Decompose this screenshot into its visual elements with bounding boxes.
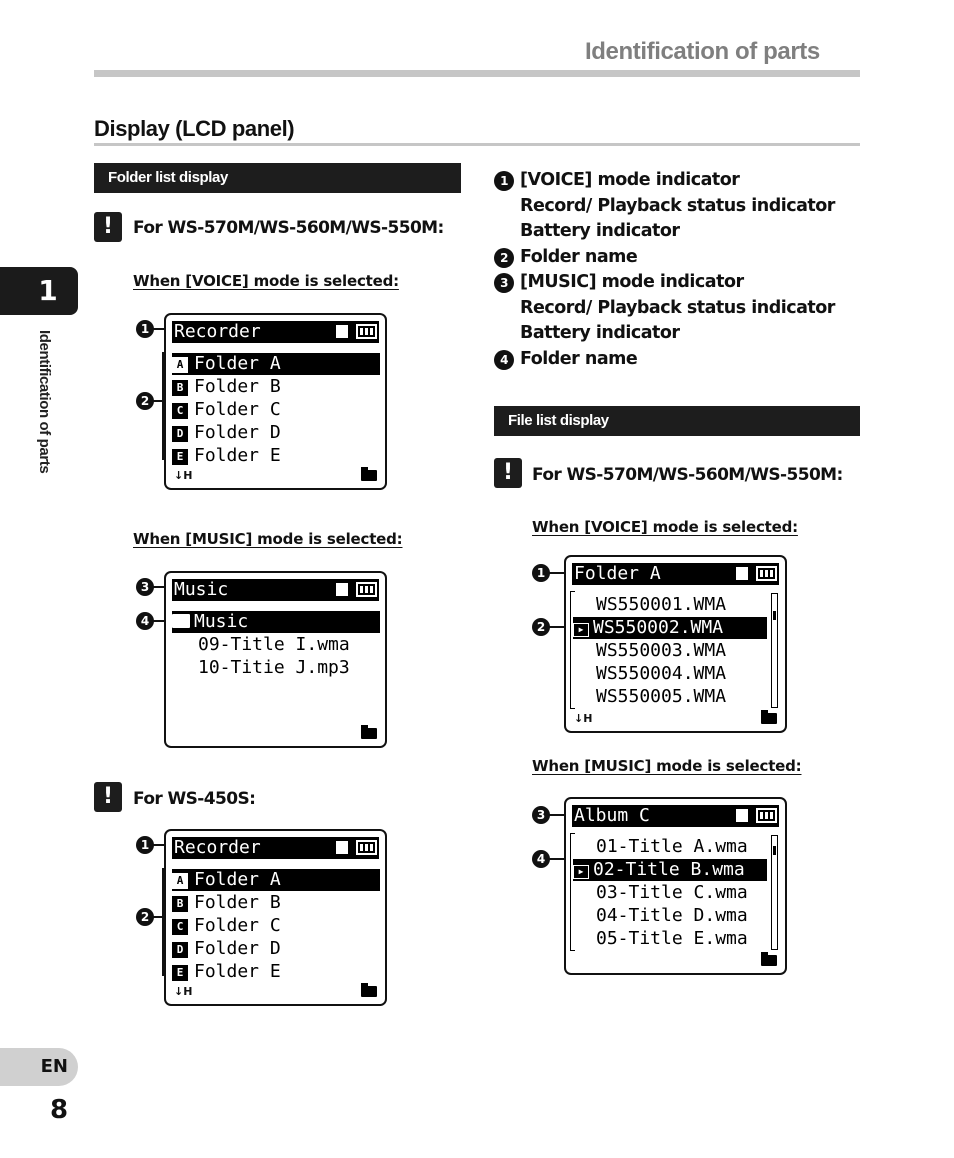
lcd-row: WS550005.WMA bbox=[596, 686, 727, 707]
lcd-row: ▶ WS550002.WMA bbox=[573, 617, 767, 639]
lcd-row: WS550001.WMA bbox=[596, 594, 727, 615]
lcd-title-bar bbox=[172, 321, 379, 343]
lcd-row: B Folder B bbox=[172, 376, 281, 398]
lcd-title-bar bbox=[572, 563, 779, 585]
battery-icon bbox=[756, 808, 777, 823]
header-rule bbox=[94, 70, 860, 77]
folder-list-models-note: For WS-570M/WS-560M/WS-550M: bbox=[133, 218, 444, 238]
lcd-row: 09-Title I.wma bbox=[198, 634, 350, 655]
language-label: EN bbox=[40, 1056, 68, 1077]
lcd-title-bar bbox=[572, 805, 779, 827]
chapter-tab bbox=[0, 267, 78, 315]
scrollbar bbox=[771, 835, 778, 950]
lcd-row: 05-Title E.wma bbox=[596, 928, 748, 949]
callout-3: 3 bbox=[136, 578, 154, 596]
exclamation-icon: ! bbox=[94, 782, 122, 812]
folder-icon bbox=[761, 955, 777, 966]
exclamation-icon: ! bbox=[94, 212, 122, 242]
lcd-row: A Folder A bbox=[172, 869, 380, 891]
stop-icon bbox=[336, 325, 348, 338]
list-bracket bbox=[570, 833, 575, 951]
battery-icon bbox=[356, 840, 377, 855]
folder-icon bbox=[361, 728, 377, 739]
mic-icon: ↓H bbox=[174, 985, 193, 998]
callout-1: 1 bbox=[136, 836, 154, 854]
lcd-row: ▶ 02-Title B.wma bbox=[573, 859, 767, 881]
battery-icon bbox=[356, 582, 377, 597]
page-header-title: Identification of parts bbox=[585, 38, 820, 65]
callout-2: 2 bbox=[136, 392, 154, 410]
exclamation-icon: ! bbox=[494, 458, 522, 488]
lcd-screen-music-folders bbox=[164, 571, 387, 748]
callout-4: 4 bbox=[532, 850, 550, 868]
ws450-note: For WS-450S: bbox=[133, 789, 256, 809]
lcd-screen-voice-files bbox=[564, 555, 787, 733]
lcd-row: Music bbox=[172, 611, 380, 633]
lcd-row: E Folder E bbox=[172, 961, 281, 983]
lcd-title-bar bbox=[172, 837, 379, 859]
callout-1: 1 bbox=[136, 320, 154, 338]
legend-item: 1 [VOICE] mode indicator Record/ Playback status indicator Battery indicator bbox=[494, 168, 835, 245]
lcd-row: WS550003.WMA bbox=[596, 640, 727, 661]
section-rule bbox=[94, 143, 860, 146]
section-title: Display (LCD panel) bbox=[94, 116, 295, 141]
chapter-number: 1 bbox=[38, 274, 58, 307]
lcd-row: WS550004.WMA bbox=[596, 663, 727, 684]
lcd-title: Recorder bbox=[174, 837, 261, 858]
folder-voice-heading: When [VOICE] mode is selected: bbox=[133, 272, 399, 290]
lcd-row: A Folder A bbox=[172, 353, 380, 375]
lcd-screen-voice-folders bbox=[164, 313, 387, 490]
chapter-side-label: Identification of parts bbox=[36, 330, 53, 474]
file-voice-heading: When [VOICE] mode is selected: bbox=[532, 518, 798, 536]
lcd-title: Album C bbox=[574, 805, 650, 826]
lcd-title: Recorder bbox=[174, 321, 261, 342]
lcd-row: B Folder B bbox=[172, 892, 281, 914]
callout-2: 2 bbox=[532, 618, 550, 636]
folder-icon bbox=[361, 470, 377, 481]
scrollbar bbox=[771, 593, 778, 708]
lcd-row: C Folder C bbox=[172, 399, 281, 421]
legend-item: 2 Folder name bbox=[494, 245, 835, 271]
lcd-title-bar bbox=[172, 579, 379, 601]
lcd-row: E Folder E bbox=[172, 445, 281, 467]
mic-icon: ↓H bbox=[174, 469, 193, 482]
play-indicator-icon: ▶ bbox=[573, 865, 589, 879]
legend-item: 3 [MUSIC] mode indicator Record/ Playback status indicator Battery indicator bbox=[494, 270, 835, 347]
legend-item: 4 Folder name bbox=[494, 347, 835, 373]
stop-icon bbox=[336, 583, 348, 596]
lcd-row: 03-Title C.wma bbox=[596, 882, 748, 903]
page-number: 8 bbox=[50, 1095, 69, 1125]
play-indicator-icon: ▶ bbox=[573, 623, 589, 637]
file-list-bar: File list display bbox=[494, 406, 860, 436]
lcd-row: 10-Titie J.mp3 bbox=[198, 657, 350, 678]
lcd-title: Music bbox=[174, 579, 229, 600]
lcd-row: D Folder D bbox=[172, 938, 281, 960]
lcd-row: D Folder D bbox=[172, 422, 281, 444]
callout-2: 2 bbox=[136, 908, 154, 926]
lcd-screen-music-files bbox=[564, 797, 787, 975]
folder-icon bbox=[361, 986, 377, 997]
list-bracket bbox=[570, 591, 575, 709]
stop-icon bbox=[336, 841, 348, 854]
folder-icon bbox=[172, 614, 190, 628]
battery-icon bbox=[756, 566, 777, 581]
battery-icon bbox=[356, 324, 377, 339]
lcd-screen-ws450-folders bbox=[164, 829, 387, 1006]
mic-icon: ↓H bbox=[574, 712, 593, 725]
callout-3: 3 bbox=[532, 806, 550, 824]
stop-icon bbox=[736, 809, 748, 822]
file-music-heading: When [MUSIC] mode is selected: bbox=[532, 757, 802, 775]
folder-icon bbox=[761, 713, 777, 724]
folder-list-bar: Folder list display bbox=[94, 163, 461, 193]
folder-music-heading: When [MUSIC] mode is selected: bbox=[133, 530, 403, 548]
stop-icon bbox=[736, 567, 748, 580]
file-list-models-note: For WS-570M/WS-560M/WS-550M: bbox=[532, 465, 843, 485]
lcd-row: C Folder C bbox=[172, 915, 281, 937]
lcd-row: 04-Title D.wma bbox=[596, 905, 748, 926]
language-badge bbox=[0, 1048, 78, 1086]
callout-4: 4 bbox=[136, 612, 154, 630]
lcd-row: 01-Title A.wma bbox=[596, 836, 748, 857]
callout-1: 1 bbox=[532, 564, 550, 582]
lcd-title: Folder A bbox=[574, 563, 661, 584]
legend-list bbox=[494, 168, 835, 372]
